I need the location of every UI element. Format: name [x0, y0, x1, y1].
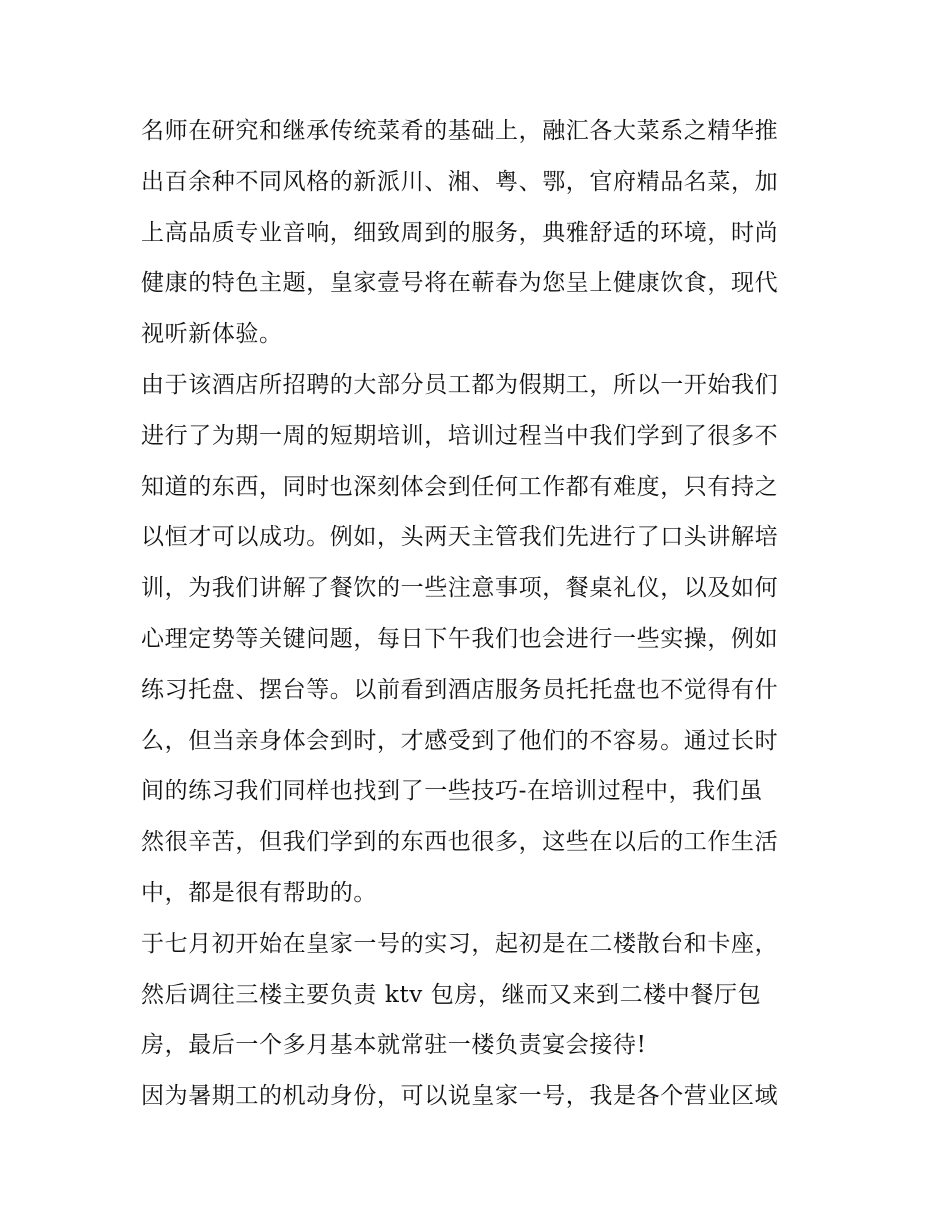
text-line: 视听新体验。	[141, 321, 283, 348]
text-line: 练习托盘、摆台等。以前看到酒店服务员托托盘也不觉得有什	[141, 676, 779, 703]
text-line: 出百余种不同风格的新派川、湘、粤、鄂，官府精品名菜，加	[141, 168, 779, 195]
text-line: 进行了为期一周的短期培训，培训过程当中我们学到了很多不	[141, 422, 779, 449]
text-line: 间的练习我们同样也找到了一些技巧-在培训过程中，我们虽	[141, 778, 763, 805]
text-line: 训，为我们讲解了餐饮的一些注意事项，餐桌礼仪，以及如何	[141, 575, 779, 602]
text-line: 名师在研究和继承传统菜肴的基础上，融汇各大菜系之精华推	[141, 118, 779, 144]
text-line: 心理定势等关键问题，每日下午我们也会进行一些实操，例如	[141, 625, 779, 652]
paragraph-restaurant-intro	[141, 106, 813, 360]
paragraph-internship-schedule	[141, 919, 813, 1071]
text-line: 由于该酒店所招聘的大部分员工都为假期工，所以一开始我们	[141, 371, 779, 398]
text-line: 然很辛苦，但我们学到的东西也很多，这些在以后的工作生活	[141, 829, 779, 856]
text-line: 么，但当亲身体会到时，才感受到了他们的不容易。通过长时	[141, 727, 779, 754]
text-line: 因为暑期工的机动身份，可以说皇家一号，我是各个营业区域	[141, 1083, 779, 1110]
text-line: 知道的东西，同时也深刻体会到任何工作都有难度，只有持之	[141, 473, 779, 500]
text-line: 于七月初开始在皇家一号的实习，起初是在二楼散台和卡座，	[141, 930, 779, 957]
text-line: 房，最后一个多月基本就常驻一楼负责宴会接待!	[141, 1032, 647, 1059]
text-line: 以恒才可以成功。例如，头两天主管我们先进行了口头讲解培	[141, 524, 779, 551]
text-line: 健康的特色主题，皇家壹号将在蕲春为您呈上健康饮食，现代	[141, 270, 779, 297]
text-line: 中，都是很有帮助的。	[141, 879, 377, 906]
text-line: 然后调往三楼主要负责 ktv 包房，继而又来到二楼中餐厅包	[141, 981, 762, 1008]
paragraph-training	[141, 360, 813, 919]
paragraph-flexible-role	[141, 1071, 813, 1122]
text-line: 上高品质专业音响，细致周到的服务，典雅舒适的环境，时尚	[141, 219, 779, 246]
document-body	[141, 106, 813, 1122]
